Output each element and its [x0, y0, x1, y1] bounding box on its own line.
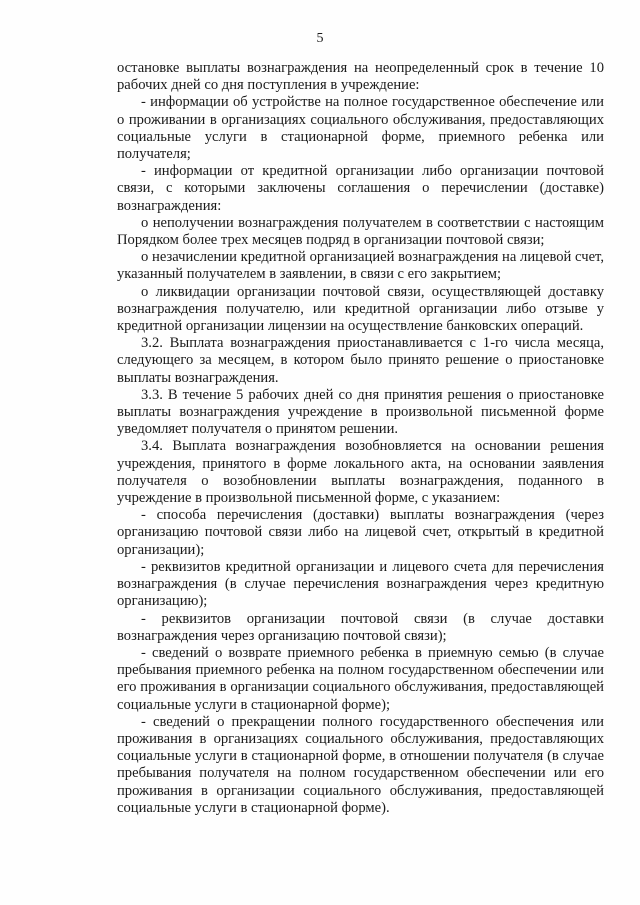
paragraph: - реквизитов организации почтовой связи (в случае доставки вознаграждения через организацию почтовой связи);: [117, 610, 604, 644]
paragraph: 3.3. В течение 5 рабочих дней со дня принятия решения о приостановке выплаты вознаграждения учреждение в произвольной письменной форме уведомляет получателя о принятом решении.: [117, 386, 604, 438]
paragraph: о неполучении вознаграждения получателем в соответствии с настоящим Порядком более трех месяцев подряд в организации почтовой связи;: [117, 214, 604, 249]
page-number: 5: [316, 31, 324, 46]
paragraph: 3.2. Выплата вознаграждения приостанавливается с 1-го числа месяца, следующего за месяцем, в котором было принято решение о приостановке выплаты вознаграждения.: [117, 335, 604, 386]
paragraph: - реквизитов кредитной организации и лицевого счета для перечисления вознаграждения (в случае перечисления вознаграждения через кредитную организацию);: [117, 558, 604, 610]
paragraph: - информации об устройстве на полное государственное обеспечение или о проживании в организациях социального обслуживания, предоставляющих социальные услуги в стационарной форме, приемного ребенка или получателя;: [117, 94, 604, 163]
paragraph: - способа перечисления (доставки) выплаты вознаграждения (через организацию почтовой связи либо на лицевой счет, открытый в кредитной организации);: [117, 507, 604, 558]
paragraph: - сведений о возврате приемного ребенка в приемную семью (в случае пребывания приемного ребенка на полном государственном обеспечении или его проживания в организации социального обслуживания, предоставляющей социальные услуги в стационарной форме);: [117, 644, 604, 713]
paragraph: остановке выплаты вознаграждения на неопределенный срок в течение 10 рабочих дней со дня поступления в учреждение:: [117, 60, 604, 94]
paragraph: - сведений о прекращении полного государственного обеспечения или проживания в организациях социального обслуживания, предоставляющих социальные услуги в стационарной форме, в отношении получателя (в случае пребывания получателя на полном государственном обеспечении или его проживания в организации социального обслуживания, предоставляющей социальные услуги в стационарной форме).: [117, 713, 604, 816]
document-body: [117, 60, 604, 817]
paragraph: о незачислении кредитной организацией вознаграждения на лицевой счет, указанный получателем в заявлении, в связи с его закрытием;: [117, 249, 604, 283]
paragraph: - информации от кредитной организации либо организации почтовой связи, с которыми заключены соглашения о перечислении (доставке) вознаграждения:: [117, 163, 604, 214]
paragraph: о ликвидации организации почтовой связи, осуществляющей доставку вознаграждения получателю, или кредитной организации либо отзыве у кредитной организации лицензии на осуществление банковских операций.: [117, 283, 604, 335]
paragraph: 3.4. Выплата вознаграждения возобновляется на основании решения учреждения, принятого в форме локального акта, на основании заявления получателя о возобновлении выплаты вознаграждения, поданного в учреждение в произвольной письменной форме, с указанием:: [117, 438, 604, 507]
